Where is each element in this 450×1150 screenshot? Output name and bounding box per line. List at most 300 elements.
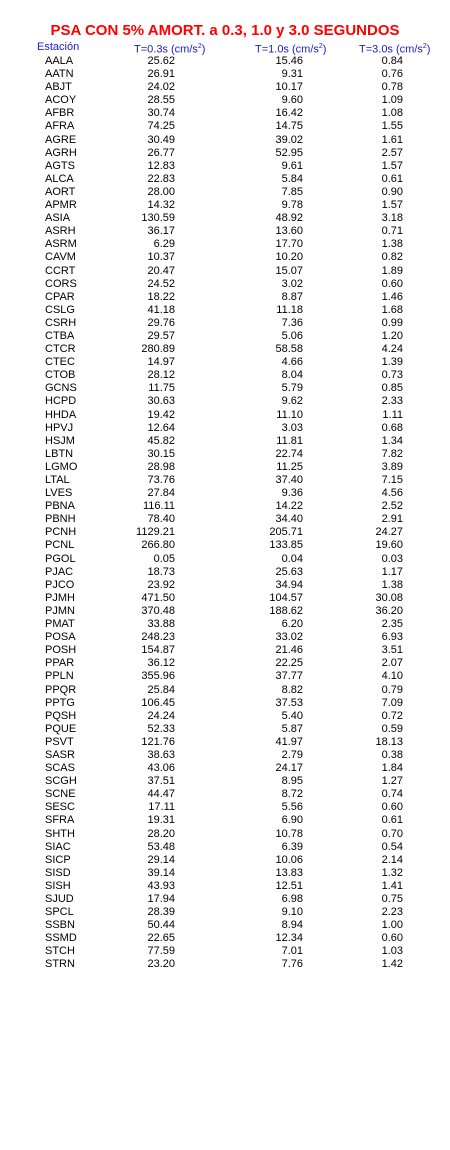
- t30-cell: 2.23: [381, 906, 403, 919]
- t03-cell: 74.25: [147, 120, 175, 133]
- t30-cell: 0.61: [381, 814, 403, 827]
- t03-cell: 29.57: [147, 329, 175, 342]
- t03-cell: 14.97: [147, 356, 175, 369]
- table-row: [0, 147, 450, 160]
- station-cell: CTOB: [45, 369, 76, 382]
- t10-cell: 5.87: [281, 722, 303, 735]
- t10-cell: 17.70: [275, 238, 303, 251]
- station-cell: HSJM: [45, 434, 75, 447]
- t30-cell: 1.34: [381, 434, 403, 447]
- t10-cell: 11.25: [276, 460, 303, 473]
- t10-cell: 37.40: [275, 474, 303, 486]
- station-cell: POSH: [45, 644, 77, 657]
- header-t30: T=3.0s $(cm/s^2)$: [359, 43, 431, 56]
- t10-cell: 8.82: [281, 683, 303, 696]
- station-cell: SHTH: [45, 827, 75, 840]
- station-cell: APMR: [45, 199, 77, 212]
- t10-cell: 10.17: [275, 81, 303, 94]
- t10-cell: 104.57: [269, 591, 303, 604]
- table-row: [0, 579, 450, 592]
- t10-cell: 10.20: [275, 251, 303, 264]
- t10-cell: 8.72: [281, 788, 303, 801]
- t30-cell: 2.14: [381, 853, 403, 866]
- t10-cell: 37.77: [275, 670, 303, 683]
- station-cell: SJUD: [45, 893, 74, 905]
- t10-cell: 11.81: [276, 434, 303, 447]
- table-row: [0, 618, 450, 631]
- t03-cell: 29.14: [147, 853, 175, 866]
- station-cell: SESC: [45, 801, 75, 814]
- station-cell: CTEC: [45, 356, 75, 369]
- t03-cell: 248.23: [141, 631, 175, 644]
- t03-cell: 28.00: [147, 185, 175, 198]
- station-cell: AALA: [45, 55, 74, 67]
- t03-cell: 106.45: [141, 696, 175, 709]
- station-cell: CPAR: [45, 290, 75, 303]
- t03-cell: 28.55: [147, 94, 175, 107]
- t03-cell: 11.75: [148, 382, 175, 395]
- station-cell: SCAS: [45, 762, 75, 775]
- t30-cell: 0.79: [381, 683, 403, 696]
- station-cell: CTBA: [45, 329, 75, 342]
- t30-cell: 0.74: [381, 788, 403, 801]
- t30-cell: 19.60: [375, 539, 403, 552]
- t30-cell: 18.13: [375, 735, 403, 748]
- table-row: [0, 605, 450, 618]
- t30-cell: 1.03: [381, 945, 403, 958]
- t03-cell: 30.15: [147, 447, 175, 460]
- t03-cell: 37.51: [147, 775, 175, 788]
- t03-cell: 28.20: [147, 827, 175, 840]
- t10-cell: 41.97: [275, 735, 303, 748]
- t10-cell: 15.07: [275, 264, 303, 277]
- table-row: [0, 670, 450, 683]
- t10-cell: 9.36: [281, 487, 303, 500]
- t03-cell: 28.12: [147, 369, 175, 382]
- t03-cell: 19.42: [147, 408, 175, 421]
- t30-cell: 0.71: [381, 225, 403, 238]
- t10-cell: 10.78: [275, 827, 303, 840]
- t30-cell: 0.82: [381, 251, 403, 264]
- t10-cell: 3.02: [281, 277, 303, 290]
- table-row: [0, 749, 450, 762]
- header-station: Estación: [37, 41, 80, 53]
- table-row: [0, 395, 450, 408]
- station-cell: AFBR: [45, 107, 75, 120]
- t30-cell: 0.61: [381, 172, 403, 185]
- t10-cell: 9.62: [281, 395, 303, 408]
- table-row: [0, 500, 450, 513]
- t10-cell: 33.02: [275, 631, 303, 644]
- t03-cell: 36.12: [147, 657, 175, 670]
- t03-cell: 30.74: [147, 107, 175, 120]
- table-row: [0, 958, 450, 971]
- table-row: [0, 94, 450, 107]
- station-cell: PBNA: [45, 500, 75, 513]
- t30-cell: 0.73: [381, 369, 403, 382]
- t30-cell: 4.24: [381, 343, 403, 356]
- table-row: [0, 566, 450, 579]
- table-row: [0, 592, 450, 605]
- table-row: [0, 304, 450, 317]
- data-table: [0, 55, 450, 972]
- station-cell: PJMH: [45, 591, 75, 604]
- station-cell: AFRA: [45, 120, 75, 133]
- t03-cell: 23.20: [147, 958, 175, 971]
- station-cell: SCGH: [45, 775, 77, 788]
- t10-cell: 10.06: [275, 853, 303, 866]
- station-cell: PBNH: [45, 513, 76, 526]
- table-row: [0, 539, 450, 552]
- table-row: [0, 828, 450, 841]
- t03-cell: 18.22: [147, 290, 175, 303]
- t10-cell: 8.95: [281, 775, 303, 788]
- station-cell: HPVJ: [45, 421, 74, 434]
- t03-cell: 78.40: [147, 513, 175, 526]
- t10-cell: 48.92: [275, 212, 303, 225]
- t03-cell: 370.48: [141, 604, 175, 617]
- t30-cell: 0.75: [381, 893, 403, 905]
- table-row: [0, 801, 450, 814]
- t10-cell: 34.40: [275, 513, 303, 526]
- station-cell: AATN: [45, 68, 74, 81]
- t10-cell: 37.53: [275, 696, 303, 709]
- table-row: [0, 487, 450, 500]
- t30-cell: 4.10: [381, 670, 403, 683]
- t10-cell: 0.04: [281, 552, 303, 565]
- table-row: [0, 723, 450, 736]
- t03-cell: 43.06: [147, 762, 175, 775]
- table-row: [0, 775, 450, 788]
- t10-cell: 22.25: [275, 657, 303, 670]
- t30-cell: 1.20: [381, 329, 403, 342]
- t03-cell: 1129.21: [136, 526, 175, 539]
- t10-cell: 9.31: [281, 68, 303, 81]
- t10-cell: 11.18: [276, 303, 303, 316]
- station-cell: PQUE: [45, 722, 77, 735]
- table-row: [0, 841, 450, 854]
- t03-cell: 116.11: [142, 500, 175, 513]
- table-row: [0, 186, 450, 199]
- t10-cell: 24.17: [275, 762, 303, 775]
- t30-cell: 1.38: [381, 578, 403, 591]
- t10-cell: 205.71: [269, 526, 303, 539]
- t03-cell: 39.14: [147, 866, 175, 879]
- table-row: [0, 55, 450, 68]
- station-cell: CSRH: [45, 316, 77, 329]
- t10-cell: 12.51: [275, 879, 303, 892]
- t10-cell: 7.36: [281, 316, 303, 329]
- station-cell: PPQR: [45, 683, 77, 696]
- t10-cell: 4.66: [281, 356, 303, 369]
- station-cell: HHDA: [45, 408, 77, 421]
- t03-cell: 18.73: [147, 565, 175, 578]
- station-cell: ASIA: [45, 212, 71, 225]
- t03-cell: 30.63: [147, 395, 175, 408]
- table-row: [0, 291, 450, 304]
- t10-cell: 188.62: [269, 604, 303, 617]
- station-cell: SSBN: [45, 919, 75, 932]
- station-cell: CORS: [45, 277, 77, 290]
- t03-cell: 280.89: [141, 343, 175, 356]
- t30-cell: 1.84: [381, 762, 403, 775]
- header-t10: T=1.0s $(cm/s^2)$: [255, 43, 327, 56]
- t30-cell: 1.08: [381, 107, 403, 120]
- t03-cell: 77.59: [147, 945, 175, 958]
- station-cell: SASR: [45, 748, 75, 761]
- t30-cell: 1.68: [381, 303, 403, 316]
- table-row: [0, 409, 450, 422]
- t30-cell: 0.85: [381, 382, 403, 395]
- t03-cell: 73.76: [147, 474, 175, 486]
- t10-cell: 39.02: [275, 133, 303, 146]
- table-row: [0, 278, 450, 291]
- station-cell: ASRM: [45, 238, 77, 251]
- t30-cell: 1.38: [381, 238, 403, 251]
- station-cell: PPAR: [45, 657, 75, 670]
- t30-cell: 0.60: [381, 277, 403, 290]
- table-row: [0, 526, 450, 539]
- t30-cell: 1.11: [382, 408, 403, 421]
- t03-cell: 26.77: [147, 146, 175, 159]
- table-row: [0, 68, 450, 81]
- t30-cell: 0.60: [381, 932, 403, 945]
- t03-cell: 41.18: [147, 303, 175, 316]
- station-cell: CCRT: [45, 264, 76, 277]
- t03-cell: 17.94: [147, 893, 175, 905]
- t10-cell: 9.78: [281, 199, 303, 212]
- t10-cell: 3.03: [281, 421, 303, 434]
- table-row: [0, 684, 450, 697]
- table-row: [0, 736, 450, 749]
- t30-cell: 7.09: [381, 696, 403, 709]
- table-row: [0, 513, 450, 526]
- table-row: [0, 225, 450, 238]
- t03-cell: 53.48: [147, 840, 175, 853]
- t10-cell: 13.60: [275, 225, 303, 238]
- table-row: [0, 317, 450, 330]
- t10-cell: 8.04: [281, 369, 303, 382]
- t10-cell: 5.79: [281, 382, 303, 395]
- t30-cell: 0.76: [381, 68, 403, 81]
- t30-cell: 1.55: [381, 120, 403, 133]
- table-row: [0, 251, 450, 264]
- station-cell: PCNH: [45, 526, 77, 539]
- t10-cell: 21.46: [275, 644, 303, 657]
- t10-cell: 133.85: [269, 539, 303, 552]
- t03-cell: 36.17: [147, 225, 175, 238]
- t10-cell: 34.94: [275, 578, 303, 591]
- t10-cell: 14.75: [275, 120, 303, 133]
- station-cell: ASRH: [45, 225, 76, 238]
- table-row: [0, 474, 450, 487]
- station-cell: AGRH: [45, 146, 77, 159]
- t30-cell: 0.68: [381, 421, 403, 434]
- station-cell: LTAL: [45, 474, 70, 486]
- t03-cell: 130.59: [141, 212, 175, 225]
- t03-cell: 33.88: [147, 618, 175, 631]
- t03-cell: 121.76: [141, 735, 175, 748]
- station-cell: ABJT: [45, 81, 72, 94]
- t30-cell: 1.46: [381, 290, 403, 303]
- t30-cell: 1.00: [381, 919, 403, 932]
- table-row: [0, 435, 450, 448]
- t03-cell: 50.44: [147, 919, 175, 932]
- table-row: [0, 369, 450, 382]
- station-cell: PPTG: [45, 696, 75, 709]
- table-row: [0, 212, 450, 225]
- t30-cell: 1.17: [381, 565, 403, 578]
- t30-cell: 2.35: [381, 618, 403, 631]
- station-cell: PQSH: [45, 709, 77, 722]
- t03-cell: 24.02: [147, 81, 175, 94]
- station-cell: PJCO: [45, 578, 75, 591]
- t10-cell: 13.83: [275, 866, 303, 879]
- t30-cell: 2.52: [381, 500, 403, 513]
- table-row: [0, 697, 450, 710]
- table-row: [0, 356, 450, 369]
- station-cell: AGTS: [45, 159, 75, 172]
- t03-cell: 266.80: [141, 539, 175, 552]
- t03-cell: 27.84: [147, 487, 175, 500]
- t03-cell: 29.76: [147, 316, 175, 329]
- t10-cell: 6.39: [281, 840, 303, 853]
- t03-cell: 22.65: [147, 932, 175, 945]
- t03-cell: 26.91: [147, 68, 175, 81]
- t30-cell: 1.09: [381, 94, 403, 107]
- t10-cell: 58.58: [275, 343, 303, 356]
- station-cell: PCNL: [45, 539, 75, 552]
- t10-cell: 8.94: [281, 919, 303, 932]
- t30-cell: 1.39: [381, 356, 403, 369]
- t30-cell: 36.20: [375, 604, 403, 617]
- station-cell: STCH: [45, 945, 75, 958]
- t10-cell: 14.22: [275, 500, 303, 513]
- station-cell: CSLG: [45, 303, 75, 316]
- t30-cell: 6.93: [381, 631, 403, 644]
- table-row: [0, 553, 450, 566]
- t30-cell: 0.78: [381, 81, 403, 94]
- t10-cell: 16.42: [275, 107, 303, 120]
- t30-cell: 0.90: [381, 185, 403, 198]
- t10-cell: 25.63: [275, 565, 303, 578]
- t03-cell: 24.52: [147, 277, 175, 290]
- station-cell: PMAT: [45, 618, 75, 631]
- t10-cell: 12.34: [275, 932, 303, 945]
- t10-cell: 5.84: [281, 172, 303, 185]
- t03-cell: 38.63: [147, 748, 175, 761]
- t10-cell: 52.95: [275, 146, 303, 159]
- t30-cell: 1.41: [381, 879, 403, 892]
- t30-cell: 1.89: [381, 264, 403, 277]
- t30-cell: 2.57: [381, 146, 403, 159]
- station-cell: AORT: [45, 185, 76, 198]
- t30-cell: 1.42: [381, 958, 403, 971]
- t30-cell: 3.51: [381, 644, 403, 657]
- t30-cell: 2.91: [381, 513, 403, 526]
- table-row: [0, 382, 450, 395]
- station-cell: POSA: [45, 631, 76, 644]
- t03-cell: 0.05: [153, 552, 175, 565]
- t30-cell: 0.72: [381, 709, 403, 722]
- t03-cell: 23.92: [147, 578, 175, 591]
- t03-cell: 45.82: [147, 434, 175, 447]
- t30-cell: 7.82: [381, 447, 403, 460]
- table-row: [0, 173, 450, 186]
- t30-cell: 0.59: [381, 722, 403, 735]
- table-row: [0, 448, 450, 461]
- t03-cell: 28.98: [147, 460, 175, 473]
- station-cell: SFRA: [45, 814, 75, 827]
- t30-cell: 2.33: [381, 395, 403, 408]
- table-row: [0, 854, 450, 867]
- t03-cell: 25.84: [147, 683, 175, 696]
- t30-cell: 3.89: [381, 460, 403, 473]
- t03-cell: 12.64: [147, 421, 175, 434]
- t10-cell: 7.85: [281, 185, 303, 198]
- t03-cell: 17.11: [148, 801, 175, 814]
- table-row: [0, 107, 450, 120]
- t30-cell: 24.27: [375, 526, 403, 539]
- t30-cell: 30.08: [375, 591, 403, 604]
- t03-cell: 24.24: [147, 709, 175, 722]
- table-row: [0, 461, 450, 474]
- t30-cell: 0.03: [381, 552, 403, 565]
- table-row: [0, 657, 450, 670]
- station-cell: CTCR: [45, 343, 76, 356]
- table-row: [0, 644, 450, 657]
- table-row: [0, 265, 450, 278]
- station-cell: GCNS: [45, 382, 77, 395]
- t03-cell: 14.32: [147, 199, 175, 212]
- table-row: [0, 919, 450, 932]
- header-t03: T=0.3s $(cm/s^2)$: [134, 43, 206, 56]
- t03-cell: 6.29: [153, 238, 175, 251]
- t10-cell: 9.61: [281, 159, 303, 172]
- table-row: [0, 422, 450, 435]
- t03-cell: 355.96: [141, 670, 175, 683]
- table-row: [0, 343, 450, 356]
- t03-cell: 52.33: [147, 722, 175, 735]
- table-row: [0, 788, 450, 801]
- table-row: [0, 880, 450, 893]
- t30-cell: 0.84: [381, 55, 403, 67]
- station-cell: ACOY: [45, 94, 77, 107]
- t10-cell: 7.01: [281, 945, 303, 958]
- t03-cell: 19.31: [147, 814, 175, 827]
- t10-cell: 15.46: [275, 55, 303, 67]
- station-cell: PJAC: [45, 565, 74, 578]
- t03-cell: 28.39: [147, 906, 175, 919]
- table-row: [0, 762, 450, 775]
- table-row: [0, 932, 450, 945]
- t10-cell: 7.76: [281, 958, 303, 971]
- t10-cell: 5.40: [281, 709, 303, 722]
- t10-cell: 11.10: [276, 408, 303, 421]
- t30-cell: 1.32: [381, 866, 403, 879]
- t03-cell: 22.83: [147, 172, 175, 185]
- t10-cell: 2.79: [281, 748, 303, 761]
- station-cell: CAVM: [45, 251, 76, 264]
- table-row: [0, 710, 450, 723]
- station-cell: SCNE: [45, 788, 76, 801]
- t30-cell: 0.99: [381, 316, 403, 329]
- table-row: [0, 867, 450, 880]
- station-cell: AGRE: [45, 133, 77, 146]
- station-cell: HCPD: [45, 395, 77, 408]
- t30-cell: 0.60: [381, 801, 403, 814]
- t10-cell: 6.98: [281, 893, 303, 905]
